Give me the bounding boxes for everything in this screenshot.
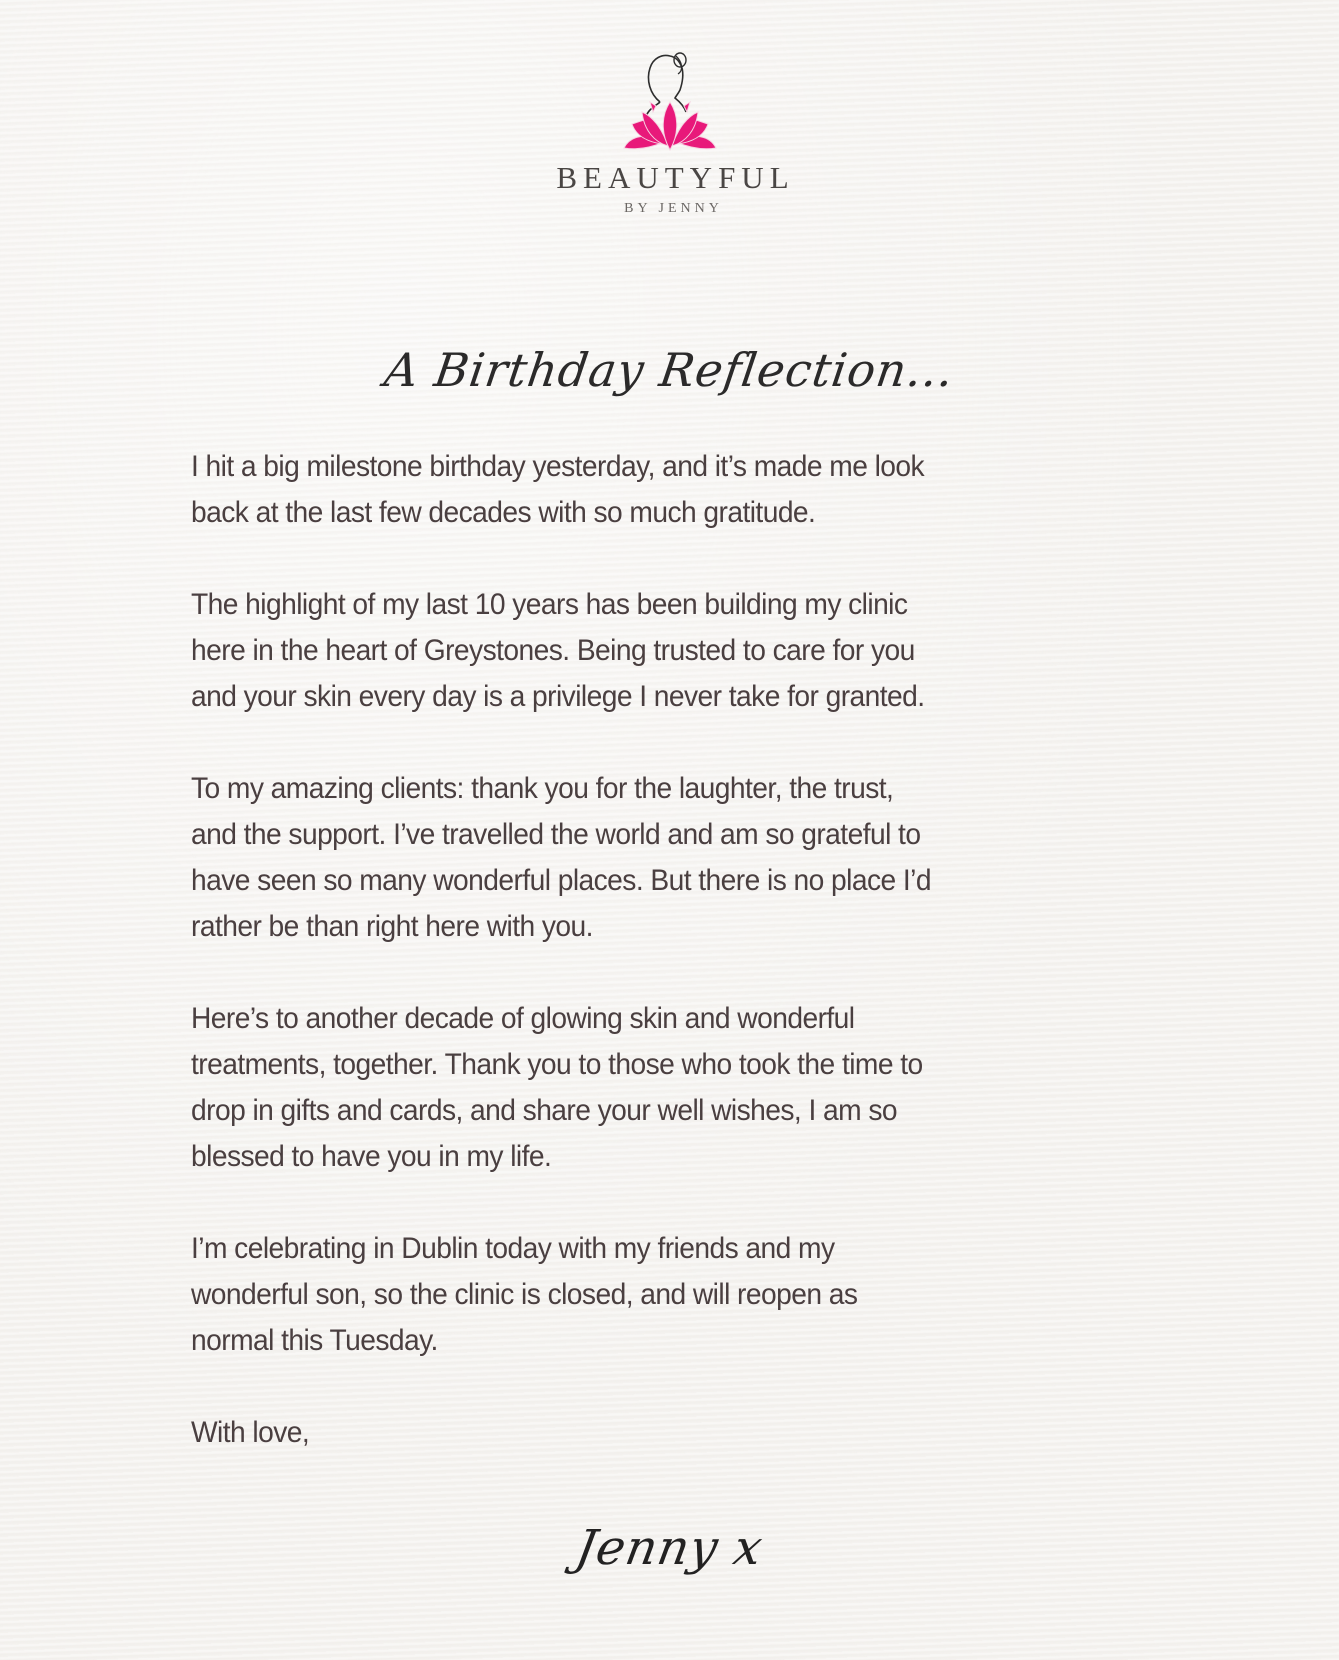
text-line: rather be than right here with you. bbox=[191, 910, 593, 943]
paragraph-closure-notice bbox=[191, 1226, 1151, 1364]
text-line: and your skin every day is a privilege I never take for granted. bbox=[191, 680, 925, 713]
paragraph-clinic bbox=[191, 582, 1151, 720]
text-line: Here’s to another decade of glowing skin and wonderful bbox=[191, 1002, 855, 1035]
text-line: drop in gifts and cards, and share your well wishes, I am so bbox=[191, 1094, 897, 1127]
text-line: normal this Tuesday. bbox=[191, 1324, 438, 1357]
paragraph-milestone bbox=[191, 444, 1151, 536]
letter-body bbox=[191, 444, 1151, 1456]
text-line: I hit a big milestone birthday yesterday, and it’s made me look bbox=[191, 450, 925, 483]
lotus-woman-icon bbox=[620, 50, 720, 154]
closing-line bbox=[191, 1410, 1151, 1456]
text-line: treatments, together. Thank you to those who took the time to bbox=[191, 1048, 923, 1081]
text-line: To my amazing clients: thank you for the laughter, the trust, bbox=[191, 772, 894, 805]
paragraph-clients bbox=[191, 766, 1151, 950]
text-line: back at the last few decades with so much gratitude. bbox=[191, 496, 816, 529]
paragraph-thanks bbox=[191, 996, 1151, 1180]
text-line: blessed to have you in my life. bbox=[191, 1140, 552, 1173]
brand-wordmark: BEAUTYFUL bbox=[556, 160, 795, 195]
letter-title: A Birthday Reflection... bbox=[381, 342, 958, 397]
text-line: have seen so many wonderful places. But there is no place I’d bbox=[191, 864, 931, 897]
signature: Jenny x bbox=[571, 1520, 768, 1576]
text-line: wonderful son, so the clinic is closed, and will reopen as bbox=[191, 1278, 858, 1311]
brand-logo bbox=[0, 50, 1339, 154]
text-line: and the support. I’ve travelled the world and am so grateful to bbox=[191, 818, 921, 851]
brand-tagline: BY JENNY bbox=[624, 201, 723, 216]
closing-text: With love, bbox=[191, 1416, 310, 1449]
text-line: here in the heart of Greystones. Being trusted to care for you bbox=[191, 634, 915, 667]
text-line: I’m celebrating in Dublin today with my friends and my bbox=[191, 1232, 835, 1265]
text-line: The highlight of my last 10 years has been building my clinic bbox=[191, 588, 908, 621]
